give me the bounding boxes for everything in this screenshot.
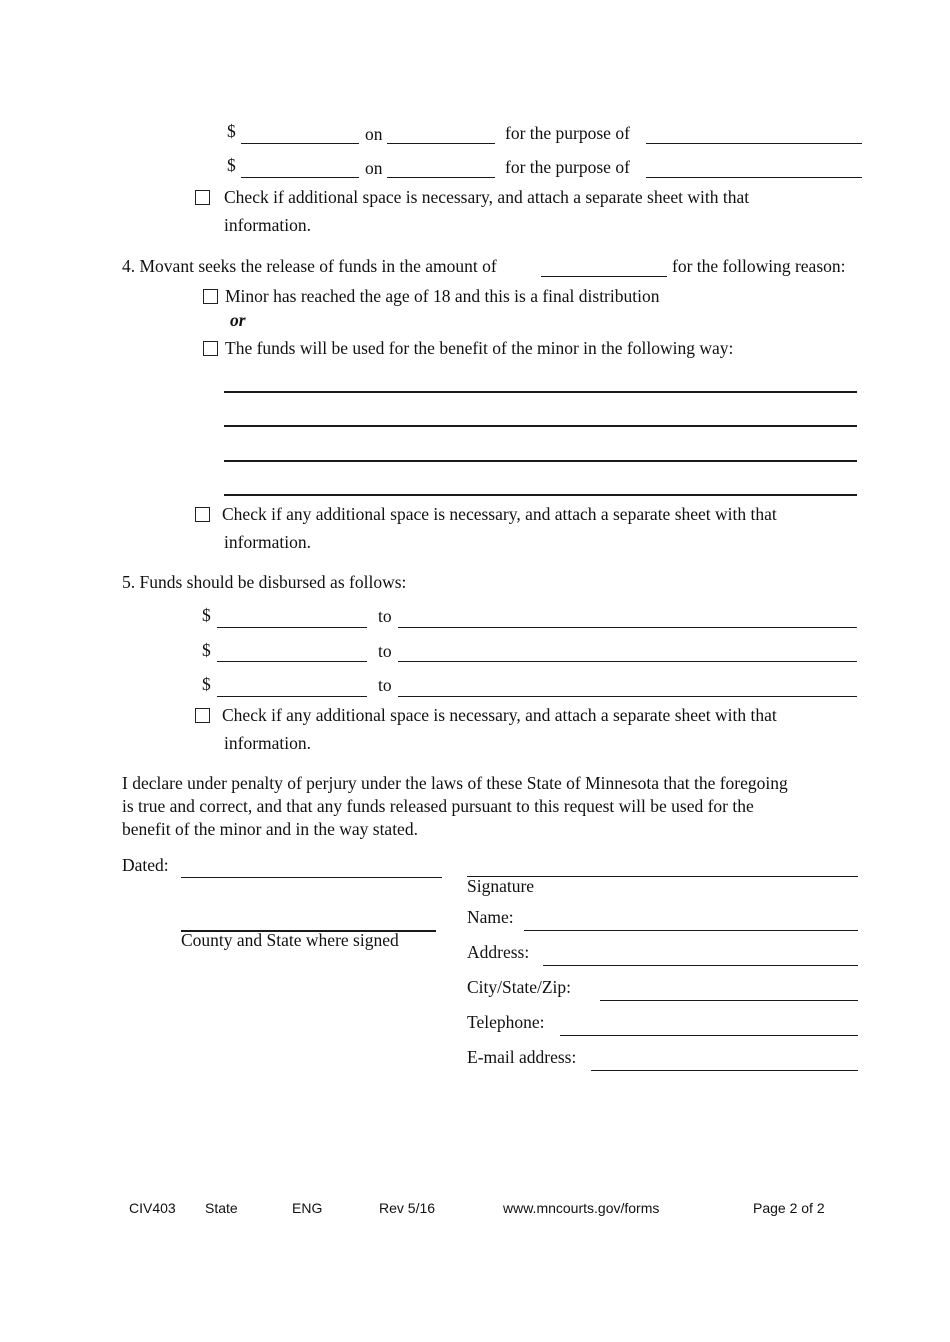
final-distribution-checkbox[interactable] — [203, 289, 218, 304]
telephone-label: Telephone: — [467, 1012, 545, 1032]
form-language: ENG — [292, 1200, 323, 1216]
to-label: to — [378, 641, 392, 661]
declaration-line: I declare under penalty of perjury under the laws of these State of Minnesota that the foregoing — [122, 773, 788, 793]
name-field[interactable] — [524, 930, 858, 931]
dollar-sign: $ — [202, 674, 211, 694]
disburse-amount-field[interactable] — [217, 696, 367, 697]
dollar-sign: $ — [227, 121, 236, 141]
address-field[interactable] — [543, 965, 858, 966]
disburse-amount-field[interactable] — [217, 661, 367, 662]
on-label: on — [365, 158, 383, 178]
additional-space-label: Check if any additional space is necessary, and attach a separate sheet with that — [222, 705, 777, 725]
amount-field[interactable] — [241, 143, 359, 144]
section-4-intro-tail: for the following reason: — [672, 256, 846, 276]
additional-space-checkbox[interactable] — [195, 190, 210, 205]
purpose-field[interactable] — [646, 143, 862, 144]
amount-field[interactable] — [241, 177, 359, 178]
additional-space-label: Check if any additional space is necessary, and attach a separate sheet with that — [222, 504, 777, 524]
signature-label: Signature — [467, 876, 535, 896]
dated-label: Dated: — [122, 855, 169, 875]
page-number: Page 2 of 2 — [753, 1200, 825, 1216]
dollar-sign: $ — [227, 155, 236, 175]
date-field[interactable] — [387, 143, 495, 144]
section-5-intro: 5. Funds should be disbursed as follows: — [122, 572, 407, 592]
email-field[interactable] — [591, 1070, 858, 1071]
benefit-of-minor-checkbox[interactable] — [203, 341, 218, 356]
disburse-amount-field[interactable] — [217, 627, 367, 628]
or-label: or — [230, 310, 246, 330]
disburse-recipient-field[interactable] — [398, 627, 857, 628]
date-field[interactable] — [387, 177, 495, 178]
explanation-line[interactable] — [224, 460, 857, 462]
disburse-recipient-field[interactable] — [398, 661, 857, 662]
section-4-intro: 4. Movant seeks the release of funds in the amount of — [122, 256, 497, 276]
form-state: State — [205, 1200, 238, 1216]
release-amount-field[interactable] — [541, 276, 667, 277]
declaration-line: is true and correct, and that any funds released pursuant to this request will be used for the — [122, 796, 754, 816]
city-state-zip-label: City/State/Zip: — [467, 977, 572, 997]
explanation-line[interactable] — [224, 425, 857, 427]
telephone-field[interactable] — [560, 1035, 858, 1036]
to-label: to — [378, 675, 392, 695]
explanation-line[interactable] — [224, 391, 857, 393]
county-state-label: County and State where signed — [181, 930, 399, 950]
explanation-line[interactable] — [224, 494, 857, 496]
form-id: CIV403 — [129, 1200, 176, 1216]
additional-space-label-cont: information. — [224, 733, 311, 753]
additional-space-label: Check if additional space is necessary, and attach a separate sheet with that — [224, 187, 750, 207]
email-label: E-mail address: — [467, 1047, 577, 1067]
additional-space-label-cont: information. — [224, 215, 311, 235]
purpose-label: for the purpose of — [505, 123, 630, 143]
form-revision: Rev 5/16 — [379, 1200, 436, 1216]
city-state-zip-field[interactable] — [600, 1000, 858, 1001]
declaration-line: benefit of the minor and in the way stated. — [122, 819, 418, 839]
additional-space-label-cont: information. — [224, 532, 311, 552]
on-label: on — [365, 124, 383, 144]
disburse-recipient-field[interactable] — [398, 696, 857, 697]
benefit-of-minor-label: The funds will be used for the benefit of the minor in the following way: — [225, 338, 734, 358]
dollar-sign: $ — [202, 605, 211, 625]
purpose-label: for the purpose of — [505, 157, 630, 177]
final-distribution-label: Minor has reached the age of 18 and this is a final distribution — [225, 286, 660, 306]
dated-field[interactable] — [181, 877, 442, 878]
name-label: Name: — [467, 907, 514, 927]
dollar-sign: $ — [202, 640, 211, 660]
to-label: to — [378, 606, 392, 626]
forms-url: www.mncourts.gov/forms — [503, 1200, 660, 1216]
purpose-field[interactable] — [646, 177, 862, 178]
additional-space-checkbox[interactable] — [195, 708, 210, 723]
additional-space-checkbox[interactable] — [195, 507, 210, 522]
address-label: Address: — [467, 942, 530, 962]
